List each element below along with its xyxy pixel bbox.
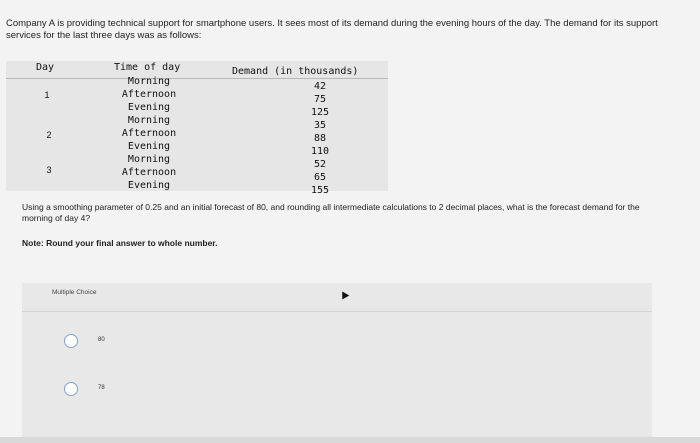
time-of-day-cell: Morning [127, 115, 171, 126]
demand-cell: 125 [310, 107, 330, 118]
demand-cell: 52 [313, 159, 327, 170]
radio-button[interactable] [64, 334, 78, 348]
header-time-of-day: Time of day [114, 62, 181, 73]
time-of-day-cell: Evening [127, 141, 171, 152]
multiple-choice-header [22, 283, 652, 312]
demand-cell: 42 [313, 81, 327, 92]
time-of-day-cell: Afternoon [121, 167, 177, 178]
demand-cell: 75 [313, 94, 327, 105]
time-of-day-cell: Morning [127, 154, 171, 165]
radio-button[interactable] [64, 382, 78, 396]
multiple-choice-panel [22, 283, 652, 443]
demand-cell: 155 [310, 185, 330, 196]
multiple-choice-label: Multiple Choice [52, 289, 97, 296]
header-demand: Demand (in thousands) [232, 66, 359, 77]
time-of-day-cell: Evening [127, 180, 171, 191]
note-text: Note: Round your final answer to whole number. [22, 238, 218, 248]
mouse-cursor-icon [339, 289, 349, 299]
demand-cell: 65 [313, 172, 327, 183]
time-of-day-cell: Afternoon [121, 89, 177, 100]
header-day: Day [36, 62, 55, 73]
time-of-day-cell: Morning [127, 76, 171, 87]
choice-option-a[interactable] [60, 330, 620, 354]
day-label: 3 [46, 165, 52, 175]
choice-option-label: 78 [98, 385, 105, 391]
intro-text: Company A is providing technical support for smartphone users. It sees most of its demand during the evening hours of the day. The demand for its support services for the last three days was as follows: [6, 18, 658, 41]
time-of-day-cell: Evening [127, 102, 171, 113]
demand-table [6, 61, 388, 196]
question-text: Using a smoothing parameter of 0.25 and an initial forecast of 80, and rounding all intermediate calculations to 2 decimal places, what is the forecast demand for the morning of day 4? [22, 202, 640, 223]
day-label: 2 [46, 130, 52, 140]
time-of-day-cell: Afternoon [121, 128, 177, 139]
day-label: 1 [44, 90, 50, 100]
bottom-edge-strip [0, 437, 700, 443]
demand-cell: 110 [310, 146, 330, 157]
choice-option-b[interactable] [60, 378, 620, 402]
demand-cell: 88 [313, 133, 327, 144]
demand-cell: 35 [313, 120, 327, 131]
choice-option-label: 80 [98, 337, 105, 343]
